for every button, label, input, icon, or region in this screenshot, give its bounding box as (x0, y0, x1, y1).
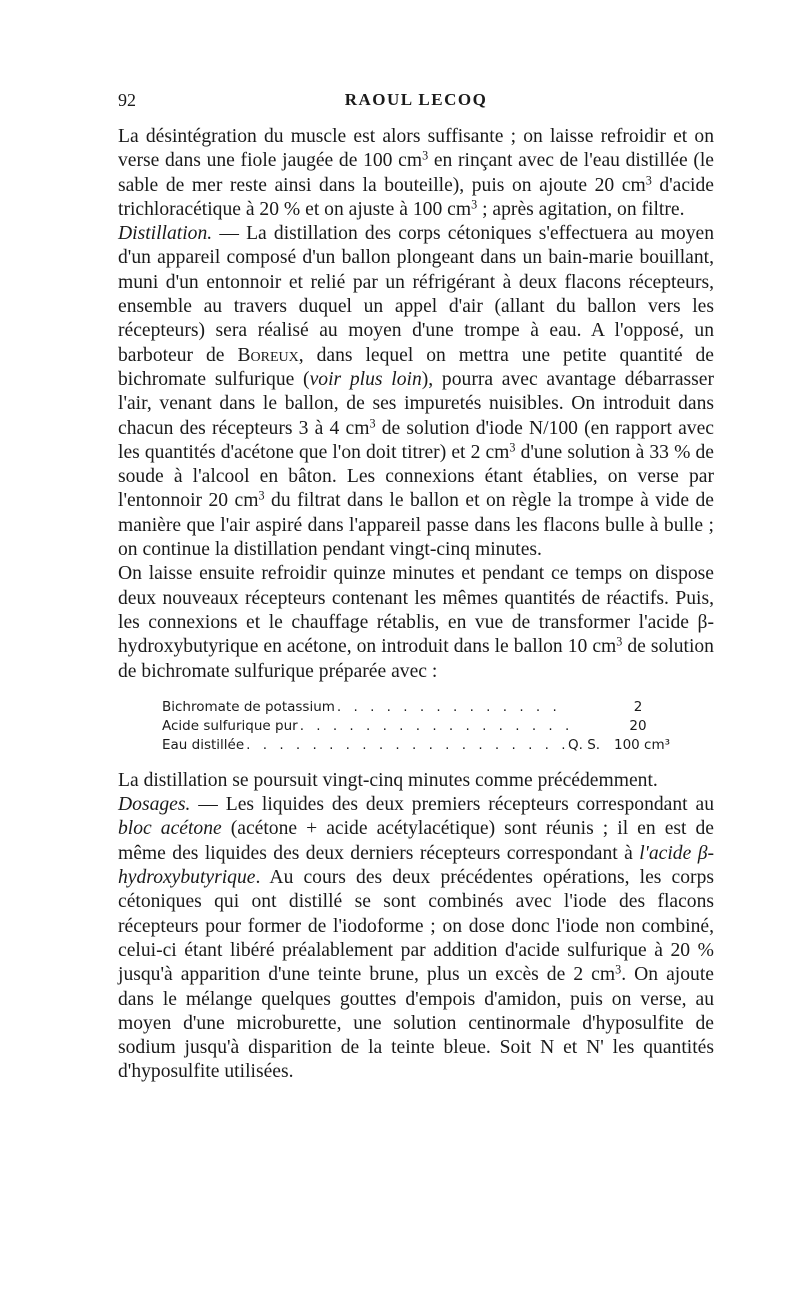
superscript: 3 (369, 415, 376, 430)
paragraph-poursuit (118, 769, 714, 793)
author-name: Boreux (237, 344, 299, 366)
text-run: . Au cours des deux précédentes opérations, les corps cétoniques qui ont distillé se sont combinés avec l'iode des flacons récepteurs pour former de l'iodoforme ; on dose donc l'iode non combiné, celui-ci étant libéré préalablement par addition d'acide sulfurique à 20 % jusqu'à apparition d'une teinte brune, plus un excès de 2 cm (118, 867, 714, 986)
paragraph-intro (118, 125, 714, 222)
text-run: La distillation se poursuit vingt-cinq minutes comme précédemment. (118, 769, 658, 791)
text-run: , dans lequel on mettra une petite quantité de bichromate sulfurique ( (118, 344, 714, 390)
leader-dots (298, 717, 568, 736)
paragraph-distillation (118, 222, 714, 562)
superscript: 3 (615, 962, 622, 977)
text-run: On laisse ensuite refroidir quinze minutes et pendant ce temps on dispose deux nouveaux récepteurs contenant les mêmes quantités de réactifs. Puis, les connexions et le chauffage rétablis, en vue de transformer l'acide β-hydroxybutyrique en acétone, on introduit dans le ballon 10 cm (118, 563, 714, 658)
superscript: 3 (258, 488, 265, 503)
recipe-row (162, 736, 671, 755)
recipe-row (162, 698, 662, 717)
text-run: — Les liquides des deux premiers récepteurs correspondant au (190, 794, 714, 816)
paragraph-refroidir (118, 562, 714, 683)
recipe-qs: Q. S. (568, 736, 601, 753)
italic-run: l'acide β-hydroxybutyrique (118, 842, 714, 889)
text-run: de solution d'iode N/100 (en rapport avec les quantités d'acétone que l'on doit titrer) et 2 cm (118, 417, 715, 463)
recipe-ingredient: Bichromate de potassium (162, 698, 335, 715)
text-run: — La distillation des corps cétoniques s'effectuera au moyen d'un appareil composé d'un ballon plongeant dans un bain-marie bouillant, muni d'un entonnoir et relié par un réfrigérant à deux flacons récepteurs, ensemble au travers duquel un appel d'air (allant du ballon vers les récepteurs) sera réalisé au moyen d'une trompe à eau. A l'opposé, un barboteur de (118, 223, 714, 366)
superscript: 3 (471, 197, 478, 212)
recipe-table (162, 698, 671, 755)
italic-run: bloc acétone (118, 818, 222, 840)
recipe-quantity: 20 (629, 717, 647, 734)
recipe-quantity: 2 (633, 698, 643, 715)
recipe-quantity: 100 cm³ (614, 736, 671, 753)
recipe-qs (568, 698, 614, 717)
leader-dots (244, 736, 568, 755)
text-run: d'une solution à 33 % de soude à l'alcool en bâton. Les connexions étant établies, on verse par l'entonnoir 20 cm (118, 441, 714, 512)
superscript: 3 (509, 440, 516, 455)
recipe-qs (568, 717, 614, 736)
superscript: 3 (422, 148, 429, 163)
recipe-row (162, 717, 662, 736)
section-lead: Dosages. (118, 794, 191, 816)
text-run: (acétone + acide acétylacétique) sont réunis ; il en est de même des liquides des deux derniers récepteurs correspondant à (118, 818, 715, 864)
italic-run: voir plus loin (309, 368, 422, 390)
text-run: La désintégration du muscle est alors suffisante ; on laisse refroidir et on verse dans une fiole jaugée de 100 cm (118, 126, 714, 172)
text-run: en rinçant avec de l'eau distillée (le sable de mer reste ainsi dans la bouteille), puis on ajoute 20 cm (118, 150, 714, 196)
superscript: 3 (645, 172, 652, 187)
page-number: 92 (118, 90, 136, 110)
section-lead: Distillation. (118, 223, 213, 245)
text-run: d'acide trichloracétique à 20 % et on ajuste à 100 cm (118, 174, 714, 220)
recipe-ingredient: Acide sulfurique pur (162, 717, 298, 734)
text-run: . On ajoute dans le mélange quelques gouttes d'empois d'amidon, puis on verse, au moyen d'une microburette, une solution centinormale d'hyposulfite de sodium jusqu'à disparition de la teinte bleue. Soit N et N' les quantités d'hyposulfite utilisées. (118, 964, 714, 1083)
paragraph-dosages (118, 793, 714, 1085)
text-run: de solution de bichromate sulfurique préparée avec : (118, 636, 714, 682)
text-run: du filtrat dans le ballon et on règle la trompe à vide de manière que l'air aspiré dans l'appareil passe dans les flacons bulle à bulle ; on continue la distillation pendant vingt-cinq minutes. (118, 490, 714, 561)
running-head: RAOUL LECOQ (344, 90, 488, 109)
superscript: 3 (616, 634, 623, 649)
leader-dots (335, 698, 568, 717)
body-text (118, 125, 714, 1085)
text-run: ), pourra avec avantage débarrasser l'air, venant dans le ballon, de ses impuretés nuisibles. On introduit dans chacun des récepteurs 3 à 4 cm (118, 368, 714, 439)
text-run: ; après agitation, on filtre. (477, 198, 685, 220)
page-header (118, 90, 714, 116)
recipe-ingredient: Eau distillée (162, 736, 245, 753)
